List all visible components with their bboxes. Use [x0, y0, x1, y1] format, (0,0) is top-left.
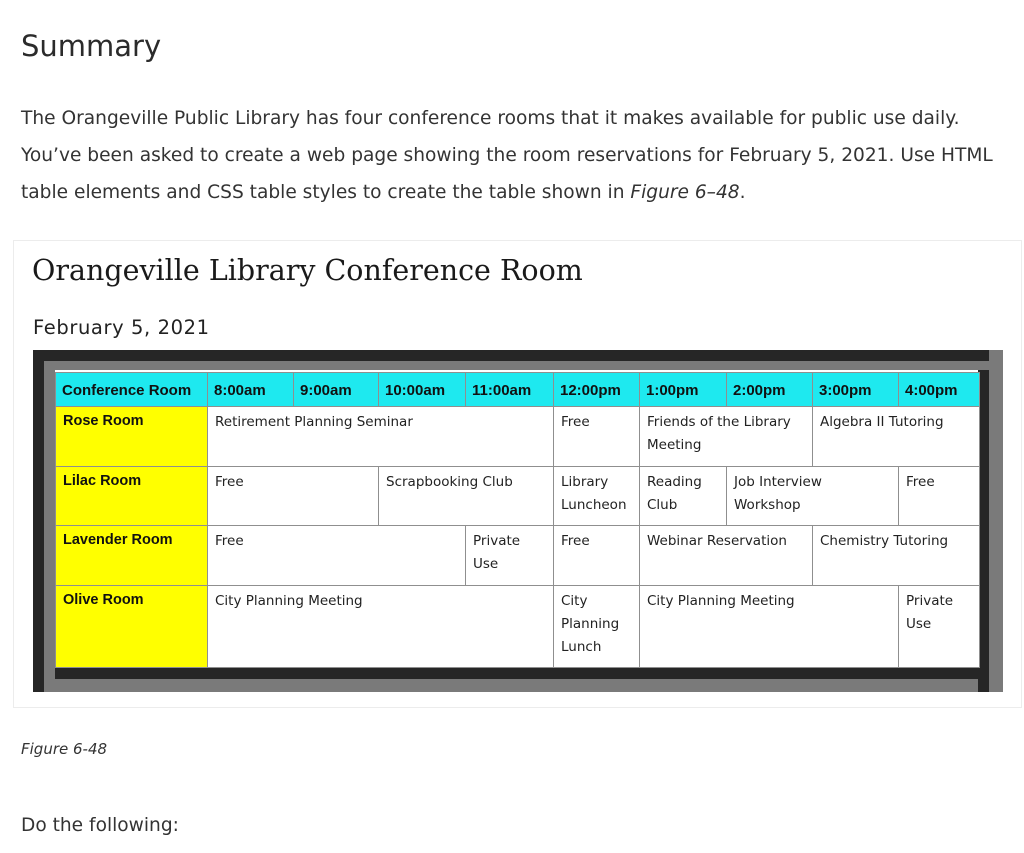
figure-date: February 5, 2021 [33, 316, 210, 339]
intro-text: The Orangeville Public Library has four conference rooms that it makes available for public use daily. You’ve been asked to create a web page showing the room reservations for February 5, 2021. Use HTML table elements and CSS table styles to create the table shown in [21, 108, 993, 203]
room-name: Olive Room [56, 586, 208, 668]
reservation-cell: Free [554, 407, 640, 467]
table-frame-left [33, 350, 44, 692]
reservation-table [55, 372, 980, 668]
figure-reference: Figure 6–48 [630, 182, 740, 203]
reservation-cell: City Planning Meeting [640, 586, 899, 668]
reservation-cell: Private Use [899, 586, 980, 668]
reservation-cell: Library Luncheon [554, 466, 640, 526]
table-frame-corner [978, 679, 989, 692]
reservation-cell: Scrapbooking Club [379, 466, 554, 526]
column-header-time: 12:00pm [554, 373, 640, 407]
table-row-olive [56, 586, 980, 668]
intro-paragraph [21, 100, 1011, 211]
column-header-time: 2:00pm [727, 373, 813, 407]
reservation-cell: Free [208, 526, 466, 586]
table-row-rose [56, 407, 980, 467]
table-frame-right-outer [989, 350, 1003, 692]
intro-text-end: . [739, 182, 746, 203]
figure-caption: Figure 6-48 [21, 740, 108, 758]
reservation-cell: Job Interview Workshop [727, 466, 899, 526]
figure-title: Orangeville Library Conference Room [32, 254, 583, 287]
reservation-cell: Reading Club [640, 466, 727, 526]
reservation-cell: City Planning Meeting [208, 586, 554, 668]
table-frame-bottom [55, 668, 989, 679]
reservation-cell: Free [554, 526, 640, 586]
reservation-cell: Private Use [466, 526, 554, 586]
table-row-lavender [56, 526, 980, 586]
reservation-cell: Webinar Reservation [640, 526, 813, 586]
reservation-cell: Free [208, 466, 379, 526]
column-header-time: 3:00pm [813, 373, 899, 407]
table-frame-inner-band [44, 361, 989, 370]
column-header-time: 4:00pm [899, 373, 980, 407]
column-header-time: 9:00am [294, 373, 379, 407]
room-name: Lilac Room [56, 466, 208, 526]
instructions-lead: Do the following: [21, 815, 179, 836]
reservation-cell: City Planning Lunch [554, 586, 640, 668]
table-header-row [56, 373, 980, 407]
reservation-cell: Retirement Planning Seminar [208, 407, 554, 467]
column-header-time: 8:00am [208, 373, 294, 407]
column-header-time: 11:00am [466, 373, 554, 407]
column-header-time: 1:00pm [640, 373, 727, 407]
reservation-cell: Algebra II Tutoring [813, 407, 980, 467]
reservation-cell: Free [899, 466, 980, 526]
reservation-cell: Friends of the Library Meeting [640, 407, 813, 467]
column-header-room: Conference Room [56, 373, 208, 407]
reservation-cell: Chemistry Tutoring [813, 526, 980, 586]
table-frame-left-inner [44, 361, 55, 692]
table-frame-top [33, 350, 1003, 361]
summary-heading: Summary [21, 29, 162, 63]
table-frame-bottom-outer [44, 679, 989, 692]
room-name: Lavender Room [56, 526, 208, 586]
table-row-lilac [56, 466, 980, 526]
room-name: Rose Room [56, 407, 208, 467]
column-header-time: 10:00am [379, 373, 466, 407]
